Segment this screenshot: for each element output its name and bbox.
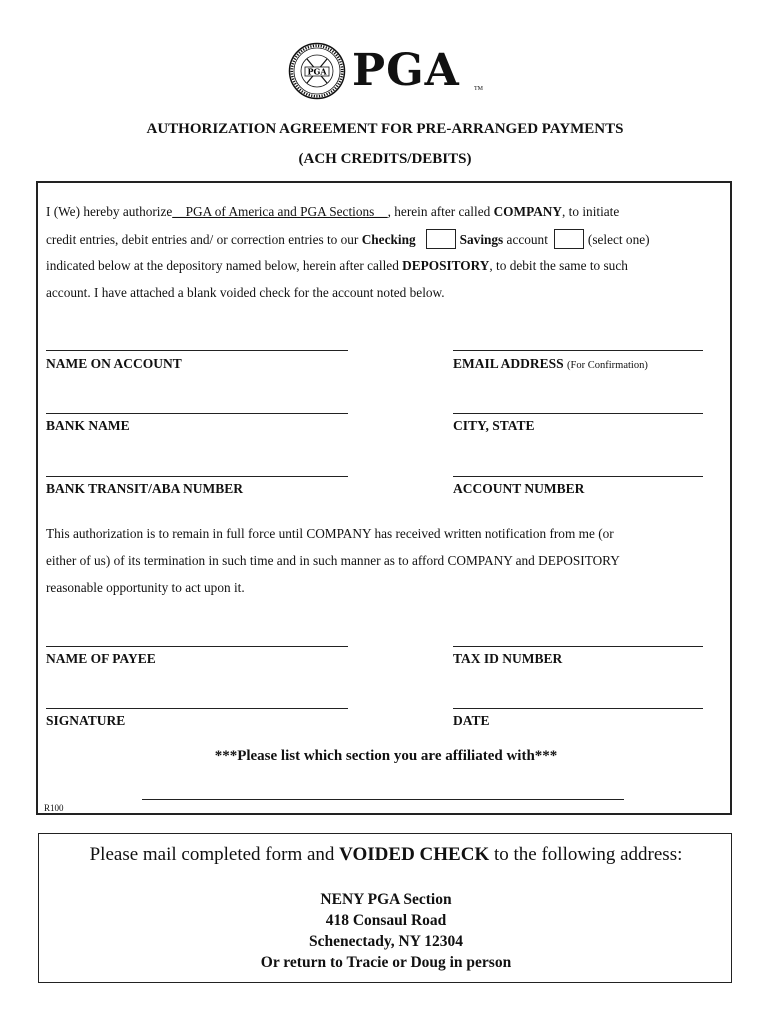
city-state-field[interactable] [453,413,703,414]
name-on-account-label: NAME ON ACCOUNT [46,356,182,371]
trademark-mark: TM [474,86,483,92]
date-label: DATE [453,713,490,728]
form-subtitle: (ACH CREDITS/DEBITS) [298,151,472,167]
name-on-account-field[interactable] [46,350,348,351]
mail-intro-text: Please mail completed form and [89,844,340,865]
address-line-1: NENY PGA Section [320,891,452,908]
authorization-line-3 [46,258,628,274]
address-line-3: Schenectady, NY 12304 [309,933,463,950]
email-address-field[interactable] [453,350,703,351]
auth-text: I (We) hereby authorize [46,204,173,219]
form-code: R100 [44,803,64,813]
savings-checkbox[interactable] [554,229,584,249]
savings-label: Savings [459,232,504,248]
affiliation-prompt: ***Please list which section you are affiliated with*** [214,748,558,764]
auth-text: , to debit the same to such [489,258,628,273]
mailing-instructions [38,833,732,983]
authorization-form [36,181,732,815]
terms-line-1: This authorization is to remain in full force until COMPANY has received written notification from me (or [46,526,614,541]
authorization-line-4: account. I have attached a blank voided check for the account noted below. [46,285,445,300]
signature-label: SIGNATURE [46,713,126,728]
select-one-note: (select one) [587,232,650,248]
bank-name-field[interactable] [46,413,348,414]
account-number-field[interactable] [453,476,703,477]
address-line-4: Or return to Tracie or Doug in person [260,954,512,971]
signature-field[interactable] [46,708,348,709]
auth-text: account [503,232,548,248]
tax-id-field[interactable] [453,646,703,647]
email-address-label [453,356,648,372]
bank-transit-label: BANK TRANSIT/ABA NUMBER [46,481,244,496]
pga-logo [288,42,488,104]
affiliated-section-field[interactable] [142,799,624,800]
bank-name-label: BANK NAME [46,418,130,433]
account-number-label: ACCOUNT NUMBER [453,481,585,496]
city-state-label: CITY, STATE [453,418,535,433]
auth-text: , to initiate [562,204,620,219]
mail-intro [39,844,733,866]
address-line-2: 418 Consaul Road [325,912,447,929]
voided-check-term: VOIDED CHECK [339,844,490,865]
company-name-fill: __PGA of America and PGA Sections__ [172,204,388,219]
auth-text: indicated below at the depository named below, herein after called [46,258,403,273]
email-label-text: EMAIL ADDRESS [453,356,564,371]
name-of-payee-label: NAME OF PAYEE [46,651,156,666]
checking-checkbox[interactable] [426,229,456,249]
pga-wordmark: PGA [352,45,460,96]
tax-id-label: TAX ID NUMBER [453,651,563,666]
pga-seal-icon [288,42,346,100]
email-note: (For Confirmation) [567,360,648,371]
svg-text:PGA: PGA [307,66,327,77]
auth-text: credit entries, debit entries and/ or correction entries to our [46,232,362,248]
bank-transit-field[interactable] [46,476,348,477]
company-term: COMPANY [493,204,563,219]
terms-line-2: either of us) of its termination in such time and in such manner as to afford COMPANY and DEPOSITORY [46,553,620,568]
date-field[interactable] [453,708,703,709]
terms-line-3: reasonable opportunity to act upon it. [46,580,245,595]
form-title: AUTHORIZATION AGREEMENT FOR PRE-ARRANGED PAYMENTS [146,121,624,137]
mail-intro-text: to the following address: [489,844,683,865]
name-of-payee-field[interactable] [46,646,348,647]
auth-text: , herein after called [387,204,494,219]
authorization-line-2 [46,231,650,251]
checking-label: Checking [361,232,416,248]
depository-term: DEPOSITORY [402,258,490,273]
authorization-line-1 [46,204,619,220]
